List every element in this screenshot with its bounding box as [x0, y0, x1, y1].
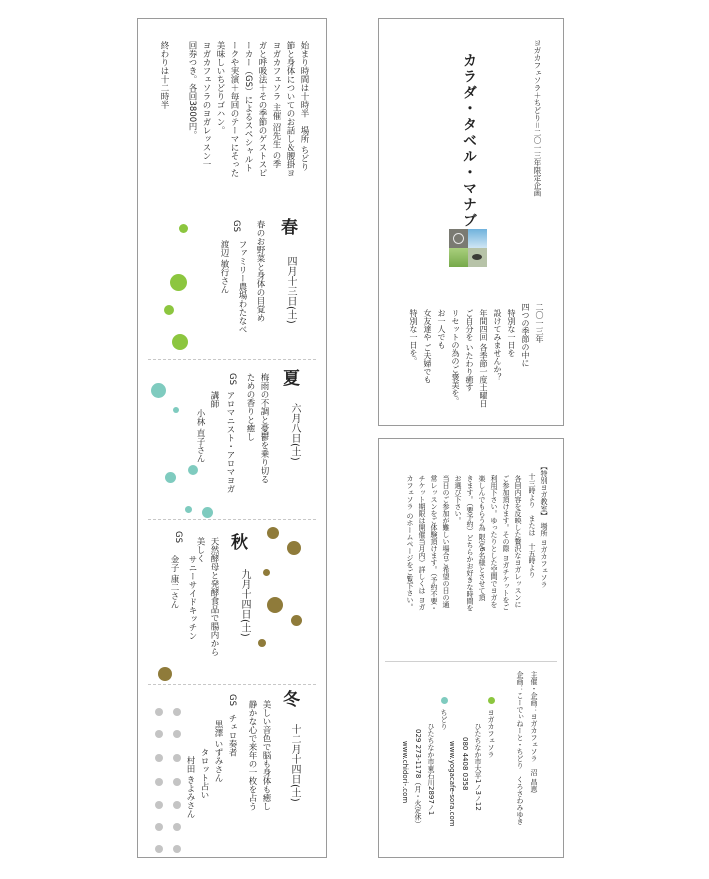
autumn-gs-label: GS [173, 531, 183, 543]
chidori-tel: 029 273-1178（月・火定休） [414, 729, 422, 828]
info-line: 各回内容を反映した贅沢なヨガレッスンに [514, 475, 522, 608]
winter-date: 十二月十四日(土) [289, 724, 300, 802]
winter-gs-name: 村田 きよみさん [185, 756, 195, 819]
info-line: 十三時より または 十五時より [528, 473, 536, 578]
info-line: 楽しんでもらう為 限定6名様とさせて頂 [478, 475, 486, 601]
intro-body-line: リセットの為のご褒美を。 [451, 309, 460, 405]
info-line: お選び下さい。 [454, 475, 462, 524]
intro-line: 終わりは十二時半 [159, 41, 169, 109]
sora-tel: 080 4408 0358 [461, 737, 469, 791]
intro-line: 回券つき。各回3800円。 [187, 41, 197, 140]
intro-line: 美味しいちどりゴハン。 [215, 41, 225, 135]
intro-block [138, 19, 328, 214]
summer-dot [188, 465, 198, 475]
intro-body-line: お一人でも [437, 309, 446, 349]
intro-body-line: 設けてみませんか？ [493, 309, 502, 381]
schedule-panel [137, 18, 327, 858]
autumn-date: 九月十四日(土) [239, 569, 250, 637]
winter-dot [173, 845, 181, 853]
intro-body-line: ご自分を いたわり癒す [465, 309, 474, 392]
main-title: カラダ・タベル・マナブ [461, 53, 477, 229]
sora-logo-icon [453, 233, 464, 244]
summer-theme-line: ための香りと癒し [245, 373, 255, 441]
spring-gs-name: 渡辺 敏行さん [219, 240, 229, 294]
winter-dot [155, 845, 163, 853]
info-line: 当日のご参加が難しい場合ご希望の日の通 [442, 475, 450, 608]
info-line: チケット期限は開催当月内）詳しくは ヨガ [418, 475, 426, 611]
winter-dot [155, 778, 163, 786]
autumn-gs-role: サニーサイドキッチン [187, 555, 197, 640]
intro-line: ガと呼吸法＋その季節のゲストスピ [257, 41, 267, 177]
winter-gs-name: 黒澤 いずみさん [213, 720, 223, 783]
logo-tile [449, 229, 468, 248]
info-divider [385, 661, 557, 662]
spring-dot [179, 224, 188, 233]
winter-section [138, 684, 328, 859]
intro-line: ヨガカフェソラのヨガレッスン一 [201, 41, 211, 169]
winter-dot [173, 801, 181, 809]
spring-dot [170, 274, 187, 291]
winter-dot [155, 754, 163, 762]
info-line: カフェソラ のホームページをご覧下さい。 [406, 475, 414, 611]
winter-theme-line: 静かな心で来年の一枚を占う [247, 700, 257, 811]
intro-line: ークや実演＋毎回のテーマにそった [229, 41, 239, 177]
intro-body-line: 年間四回 各季節一度土曜日 [479, 309, 488, 408]
sora-name: ヨガカフェソラ [487, 709, 495, 758]
chidori-name: ちどり [440, 709, 448, 730]
info-line: きます。（要予約）どちらかお好きな時間を [466, 475, 474, 612]
winter-dot [173, 778, 181, 786]
autumn-dot [258, 639, 266, 647]
winter-dot [173, 730, 181, 738]
winter-dot [173, 708, 181, 716]
info-line: 常レッスンをご体験頂けます。（予約不要・ [430, 475, 438, 612]
title-panel [378, 18, 564, 426]
spring-date: 四月十三日(土) [285, 256, 296, 324]
autumn-gs-name: 金子 康二さん [169, 555, 179, 609]
summer-season-title: 夏 [279, 369, 299, 386]
winter-dot [173, 823, 181, 831]
field-photo [449, 248, 468, 267]
autumn-dot [291, 615, 302, 626]
sora-bullet-icon [488, 697, 495, 704]
intro-body-line: 女友達や ご夫婦でも [423, 309, 432, 384]
autumn-season-title: 秋 [227, 533, 247, 550]
sky-photo [468, 229, 487, 248]
intro-line: 始まり時間は十時半 場所 ちどり [299, 41, 309, 172]
spring-gs-label: GS [231, 220, 241, 232]
summer-gs-role: アロマニスト・アロマヨガ [225, 391, 235, 493]
winter-season-title: 冬 [279, 690, 299, 707]
winter-theme-line: 美しい音色で脳も身体も癒し [261, 700, 271, 811]
summer-dot [151, 383, 166, 398]
spring-dot [164, 305, 174, 315]
winter-gs-role: タロット占い [199, 748, 209, 799]
summer-gs-name: 小林 直子さん [195, 409, 205, 463]
summer-dot [185, 506, 192, 513]
bowl-icon [472, 254, 482, 260]
autumn-theme-line: 美しく [195, 537, 205, 563]
intro-body-line: 二〇一三年 [535, 303, 544, 343]
photo-collage [449, 229, 487, 267]
autumn-dot [267, 527, 279, 539]
autumn-dot [287, 541, 301, 555]
summer-section [138, 359, 328, 519]
intro-line: 節と身体についてのお話し＆腰掛ヨ [285, 41, 295, 177]
spring-dot [172, 334, 188, 350]
organizer-line: 企画：こーでぃねーと・ちどり くろさわみゆき [516, 671, 524, 825]
sora-url[interactable]: www.yogacafe-sora.com [448, 741, 456, 827]
spring-gs-role: ファミリー農場わたなべ [237, 240, 247, 334]
winter-dot [155, 708, 163, 716]
intro-line: ーカー（GS）によるスペシャルト [243, 41, 253, 172]
summer-dot [173, 407, 179, 413]
summer-gs-label: GS [227, 373, 237, 385]
autumn-dot [263, 569, 270, 576]
autumn-dot [267, 597, 283, 613]
winter-dot [155, 801, 163, 809]
info-line: 【特別ヨガ教室】 場所 ヨガカフェソラ [540, 463, 548, 588]
winter-gs-label: GS [227, 694, 237, 706]
chidori-bullet-icon [441, 697, 448, 704]
autumn-section [138, 519, 328, 684]
plate-photo [468, 248, 487, 267]
intro-body-line: 四つの季節の中に [521, 303, 530, 367]
summer-gs-title: 講師 [209, 391, 219, 408]
planning-note: ヨガカフェソラ＋ちどり＝二〇一三年限定企画 [533, 39, 542, 197]
winter-dot [155, 730, 163, 738]
summer-date: 六月八日(土) [289, 403, 300, 461]
intro-line: ヨガカフェソラ 主催 沼先生 の季 [271, 41, 281, 169]
chidori-url[interactable]: www.chidori-.com [401, 741, 409, 804]
summer-theme-line: 梅雨の不調と憂鬱を乗り切る [259, 373, 269, 484]
info-line: 利用下さい。ゆったりとした空間でヨガを [490, 475, 498, 608]
info-panel [378, 438, 564, 858]
winter-dot [173, 754, 181, 762]
intro-body-line: 特別な一日を。 [409, 309, 418, 365]
spring-season-title: 春 [277, 218, 297, 235]
winter-gs-role: チェロ奏者 [227, 714, 237, 757]
summer-dot [165, 472, 176, 483]
spring-theme: 春のお野菜と身体の目覚め [255, 220, 265, 322]
autumn-dot [158, 667, 172, 681]
organizer-line: 主催・企画：ヨガカフェソラ 沼 昌恵 [530, 671, 538, 793]
info-line: ご参加頂けます。その際 ヨガチケットをご [502, 475, 510, 611]
spring-section [138, 214, 328, 359]
summer-dot [202, 507, 213, 518]
winter-dot [155, 823, 163, 831]
sora-address: ひたちなか市大平1ノ3ノ12 [474, 723, 482, 811]
intro-body-line: 特別な一日を [507, 309, 516, 357]
autumn-theme-line: 天然酵母と発酵食品で腸内から [209, 537, 219, 656]
chidori-address: ひたちなか市東石川2897ノ1 [427, 723, 435, 816]
